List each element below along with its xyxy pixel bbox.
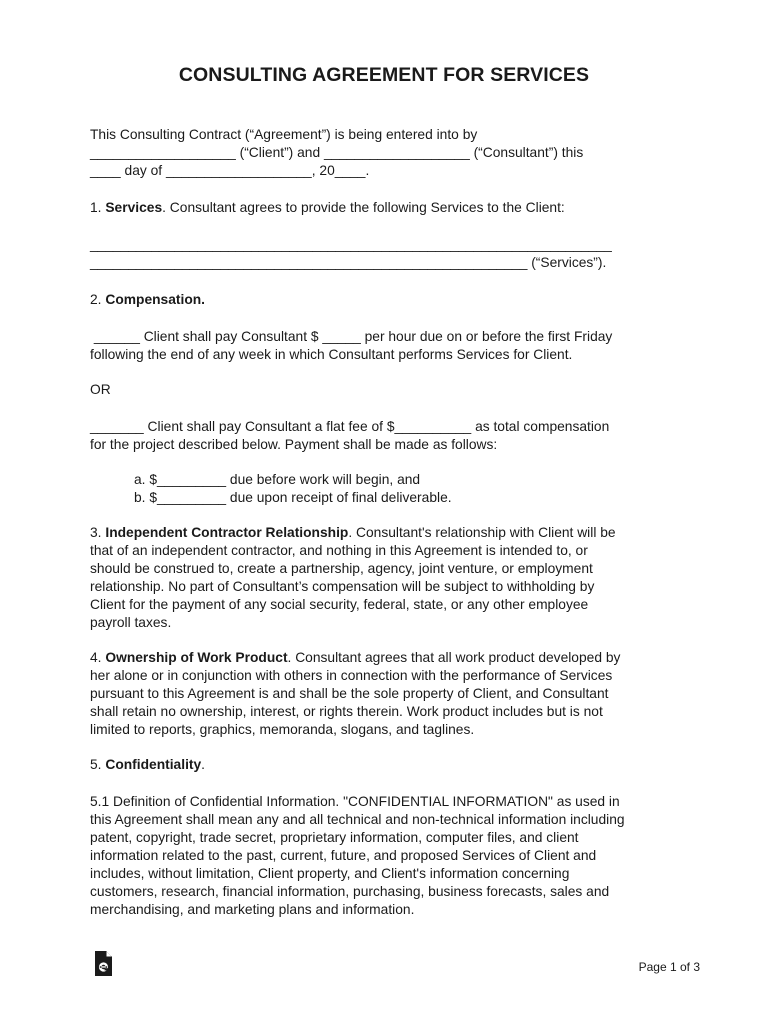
section-number: 4. [90, 650, 102, 665]
section-number: 2. [90, 292, 102, 307]
section-number: 1. [90, 200, 102, 215]
section-heading: Independent Contractor Relationship [105, 525, 349, 540]
section-number: 3. [90, 525, 102, 540]
section-text: . [201, 757, 206, 772]
section-text: . Consultant agrees to provide the following Services to the Client: [162, 200, 565, 215]
intro-paragraph [90, 126, 680, 180]
services-section [90, 199, 680, 217]
services-blank-lines [90, 236, 680, 272]
section-text: includes, without limitation, Client property, and Client's information concerning [90, 866, 570, 881]
ownership-section [90, 649, 680, 739]
section-text: . Consultant's relationship with Client will be [348, 525, 616, 540]
section-text: payroll taxes. [90, 615, 172, 630]
section-number: 5. [90, 757, 102, 772]
document-title: CONSULTING AGREEMENT FOR SERVICES [178, 64, 590, 86]
option-line: following the end of any week in which Consultant performs Services for Client. [90, 347, 573, 362]
eforms-logo-icon [92, 950, 114, 978]
page-number: Page 1 of 3 [638, 960, 700, 974]
section-text: limited to reports, graphics, memoranda, slogans, and taglines. [90, 722, 475, 737]
section-heading: Confidentiality [105, 757, 202, 772]
confidential-definition-paragraph [90, 793, 680, 919]
compensation-section [90, 291, 680, 309]
section-text: relationship. No part of Consultant’s compensation will be subject to withholding by [90, 579, 595, 594]
section-text: shall retain no ownership, interest, or rights therein. Work product includes but is not [90, 704, 603, 719]
section-text: 5.1 Definition of Confidential Information. "CONFIDENTIAL INFORMATION" as used in [90, 794, 620, 809]
services-blank-line: _________________________________________________________ (“Services”). [90, 255, 607, 270]
intro-line: ___________________ (“Client”) and ___________________ (“Consultant”) this [90, 145, 584, 160]
section-text: should be construed to, create a partnership, agency, joint venture, or employment [90, 561, 593, 576]
section-text: patent, copyright, trade secret, proprietary information, computer files, and client [90, 830, 579, 845]
section-text: that of an independent contractor, and nothing in this Agreement is intended to, or [90, 543, 588, 558]
section-text: Client for the payment of any social security, federal, state, or any other employee [90, 597, 589, 612]
list-item: b. $_________ due upon receipt of final deliverable. [134, 490, 452, 505]
option-line: for the project described below. Payment shall be made as follows: [90, 437, 498, 452]
intro-line: This Consulting Contract (“Agreement”) is being entered into by [90, 127, 478, 142]
section-text: pursuant to this Agreement is and shall be the sole property of Client, and Consultant [90, 686, 609, 701]
confidentiality-section [90, 756, 680, 774]
section-text: this Agreement shall mean any and all technical and non-technical information including [90, 812, 625, 827]
list-item: a. $_________ due before work will begin, and [134, 472, 421, 487]
section-heading: Ownership of Work Product [105, 650, 288, 665]
document-body [90, 126, 680, 919]
compensation-option-flat [90, 418, 680, 454]
section-heading: Services [105, 200, 163, 215]
intro-line: ____ day of ___________________, 20____. [90, 163, 370, 178]
compensation-option-hourly [90, 328, 680, 364]
section-text: information related to the past, current, future, and proposed Services of Client and [90, 848, 597, 863]
option-line: _______ Client shall pay Consultant a flat fee of $__________ as total compensation [90, 419, 610, 434]
services-blank-line: ____________________________________________________________________ [90, 237, 612, 252]
section-heading: Compensation. [105, 292, 206, 307]
or-separator: OR [90, 382, 111, 397]
contractor-section [90, 524, 680, 632]
section-text: her alone or in conjunction with others in connection with the performance of Services [90, 668, 613, 683]
payment-schedule-list [90, 471, 680, 507]
section-text: . Consultant agrees that all work product developed by [287, 650, 621, 665]
section-text: merchandising, and marketing plans and information. [90, 902, 415, 917]
section-text: customers, research, financial information, purchasing, business forecasts, sales and [90, 884, 610, 899]
option-line: ______ Client shall pay Consultant $ _____ per hour due on or before the first Friday [90, 329, 613, 344]
